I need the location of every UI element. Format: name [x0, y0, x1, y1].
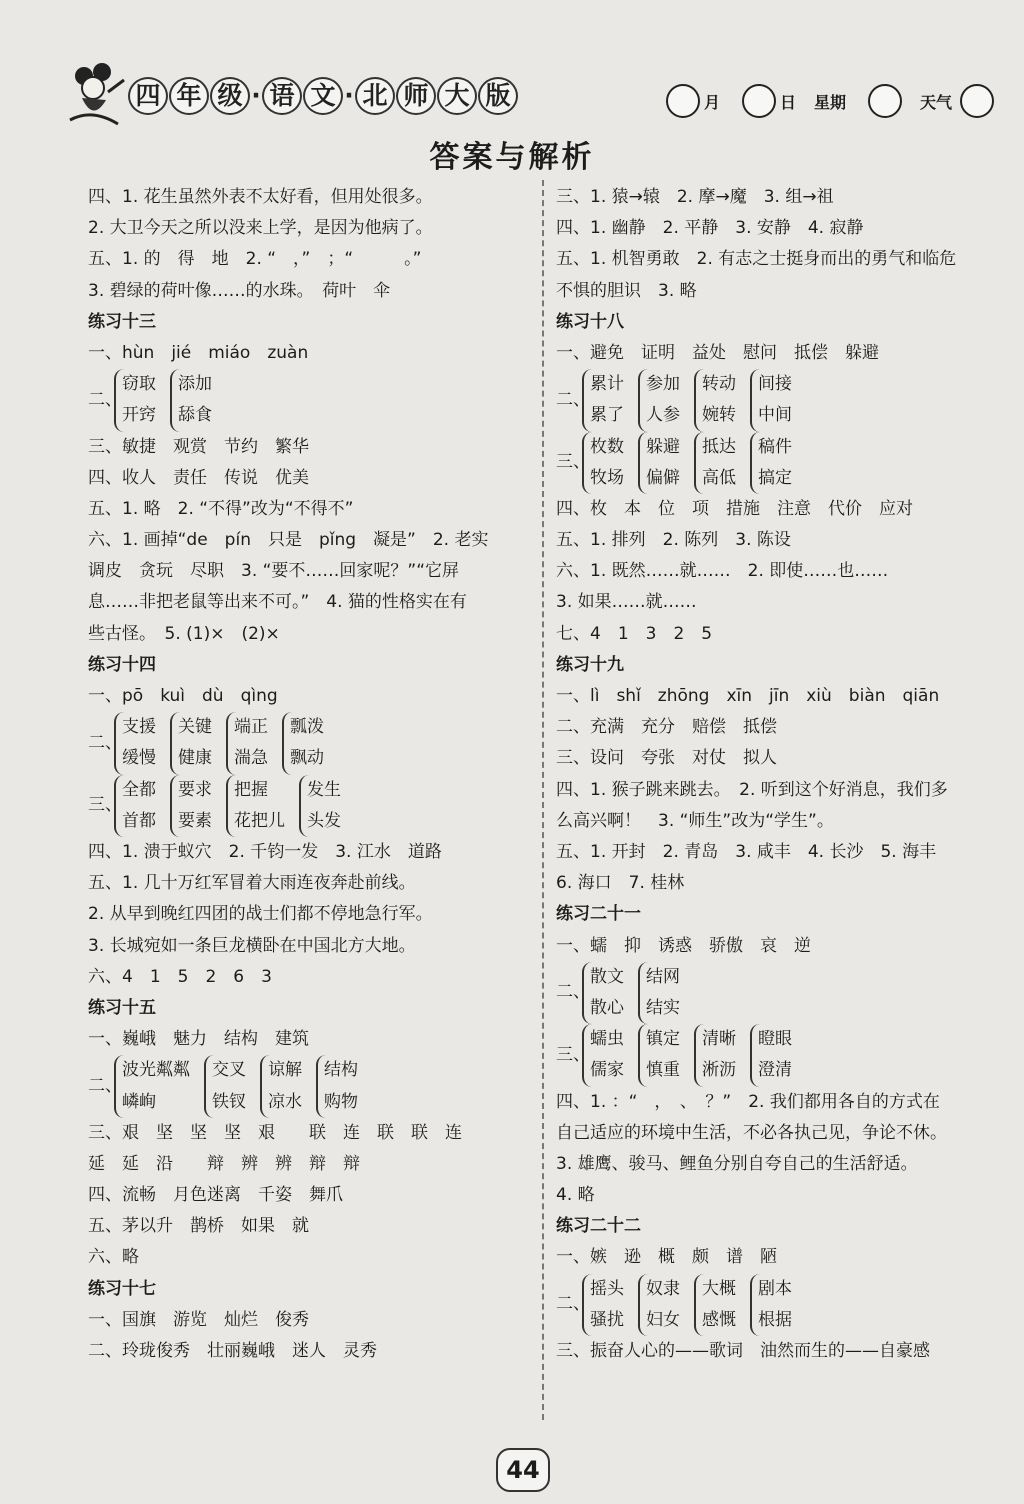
answer-line: 三、敏捷 观赏 节约 繁华	[88, 436, 309, 457]
pair-word: 婉转	[702, 405, 736, 426]
answer-line: 四、1. 花生虽然外表不太好看，但用处很多。	[88, 187, 433, 207]
pair-word: 累了	[590, 405, 624, 426]
word-pair	[282, 712, 324, 774]
pair-word: 嶙峋	[122, 1091, 156, 1112]
answer-line: 一、巍峨 魅力 结构 建筑	[88, 1029, 309, 1050]
pair-word: 躲避	[646, 436, 680, 457]
word-pair	[582, 369, 624, 431]
answer-line: 四、收人 责任 传说 优美	[88, 467, 309, 488]
answer-line: 四、1. ：“ ， 、 ？” 2. 我们都用各自的方式在	[556, 1091, 940, 1112]
answer-line: 4. 略	[556, 1185, 595, 1206]
month-circle[interactable]	[666, 84, 700, 118]
answer-line: 些古怪。 5. (1)× (2)×	[88, 623, 280, 644]
column-divider	[542, 180, 544, 1420]
answer-line: 四、1. 溃于蚁穴 2. 千钧一发 3. 江水 道路	[88, 841, 442, 862]
pair-word: 谅解	[268, 1060, 302, 1081]
word-pair	[316, 1055, 358, 1117]
word-pair	[170, 712, 212, 774]
pair-word: 累计	[590, 374, 624, 395]
month-label: 月	[704, 92, 721, 112]
pair-word: 舔食	[178, 405, 212, 426]
answer-group	[88, 775, 528, 837]
answer-line: 六、1. 画掉“de pín 只是 pǐng 凝是” 2. 老实	[88, 530, 489, 551]
pair-word: 头发	[307, 810, 341, 831]
word-pair	[750, 369, 792, 431]
pair-word: 镇定	[646, 1029, 680, 1050]
banner-char: 北	[355, 77, 395, 115]
answer-line: 一、避免 证明 益处 慰问 抵偿 躲避	[556, 342, 879, 363]
word-pair	[638, 432, 680, 494]
answer-line: 五、茅以升 鹊桥 如果 就	[88, 1216, 309, 1237]
answer-line: 么高兴啊！ 3. “师生”改为“学生”。	[556, 810, 834, 831]
pair-word: 中间	[758, 405, 792, 426]
banner-char: 级	[210, 77, 250, 115]
pair-word: 缓慢	[122, 748, 156, 769]
answer-group	[88, 712, 528, 774]
answer-line: 不惧的胆识 3. 略	[556, 280, 697, 301]
exercise-heading: 练习十四	[88, 654, 156, 675]
answer-group	[88, 369, 528, 431]
answer-line: 七、4 1 3 2 5	[556, 623, 713, 644]
word-pair	[260, 1055, 302, 1117]
pair-word: 摇头	[590, 1278, 624, 1299]
pair-word: 牧场	[590, 467, 624, 488]
answer-group	[556, 1274, 996, 1336]
exercise-heading: 练习二十一	[556, 904, 641, 925]
word-pair	[226, 712, 268, 774]
word-pair	[226, 775, 285, 837]
pair-word: 奴隶	[646, 1278, 680, 1299]
pair-word: 儒家	[590, 1060, 624, 1081]
pair-word: 购物	[324, 1091, 358, 1112]
answer-line: 五、1. 机智勇敢 2. 有志之士挺身而出的勇气和临危	[556, 249, 957, 270]
word-pair	[299, 775, 341, 837]
pair-word: 首都	[122, 810, 156, 831]
banner-char: 师	[396, 77, 436, 115]
word-pair	[204, 1055, 246, 1117]
answer-group	[556, 1024, 996, 1086]
pair-word: 淅沥	[702, 1060, 736, 1081]
pair-word: 窃取	[122, 374, 156, 395]
pair-word: 根据	[758, 1309, 792, 1330]
pair-word: 花把儿	[234, 810, 285, 831]
exercise-heading: 练习十五	[88, 997, 156, 1018]
date-weather-row	[662, 84, 998, 118]
pair-word: 参加	[646, 374, 680, 395]
group-prefix: 二、	[88, 732, 122, 753]
banner-char: ·	[344, 81, 354, 110]
pair-word: 清晰	[702, 1029, 736, 1050]
pair-word: 要素	[178, 810, 212, 831]
group-prefix: 三、	[88, 795, 122, 816]
exercise-heading: 练习十七	[88, 1278, 156, 1299]
answer-line: 一、lì shǐ zhōng xīn jīn xiù biàn qiān	[556, 686, 940, 707]
weekday-label: 星期	[814, 92, 847, 112]
answer-line: 一、嫉 逊 概 颇 谱 陋	[556, 1247, 777, 1268]
word-pair	[170, 775, 212, 837]
pair-word: 全都	[122, 779, 156, 800]
pair-word: 人参	[646, 405, 680, 426]
answer-line: 一、hùn jié miáo zuàn	[88, 342, 309, 363]
answer-group	[556, 432, 996, 494]
group-prefix: 二、	[88, 1075, 122, 1096]
answer-line: 2. 从早到晚红四团的战士们都不停地急行军。	[88, 904, 433, 925]
answer-group	[556, 962, 996, 1024]
pair-word: 大概	[702, 1278, 736, 1299]
answer-line: 二、充满 充分 赔偿 抵偿	[556, 717, 777, 738]
pair-word: 开窍	[122, 405, 156, 426]
word-pair	[750, 432, 792, 494]
banner-char: 文	[303, 77, 343, 115]
banner-char: 四	[128, 77, 168, 115]
answer-line: 一、国旗 游览 灿烂 俊秀	[88, 1309, 309, 1330]
answer-line: 息……非把老鼠等出来不可。” 4. 猫的性格实在有	[88, 592, 467, 613]
exercise-heading: 练习二十二	[556, 1216, 641, 1237]
pair-word: 端正	[234, 717, 268, 738]
answer-group	[556, 369, 996, 431]
series-header	[62, 62, 542, 132]
word-pair	[170, 369, 212, 431]
answer-line: 自己适应的环境中生活，不必各执己见，争论不休。	[556, 1122, 947, 1143]
answer-line: 调皮 贪玩 尽职 3. “要不……回家呢？”“它屏	[88, 561, 460, 582]
answer-line: 6. 海口 7. 桂林	[556, 873, 685, 894]
pair-word: 散心	[590, 997, 624, 1018]
answer-group	[88, 1055, 528, 1117]
pair-word: 结网	[646, 966, 680, 987]
pair-word: 感慨	[702, 1309, 736, 1330]
word-pair	[638, 1024, 680, 1086]
pair-word: 结实	[646, 997, 680, 1018]
pair-word: 偏僻	[646, 467, 680, 488]
word-pair	[638, 962, 680, 1024]
word-pair	[582, 1024, 624, 1086]
answer-line: 2. 大卫今天之所以没来上学，是因为他病了。	[88, 218, 433, 239]
mascot-icon	[62, 62, 132, 132]
pair-word: 交叉	[212, 1060, 246, 1081]
pair-word: 转动	[702, 374, 736, 395]
group-prefix: 二、	[88, 389, 122, 410]
pair-word: 凉水	[268, 1091, 302, 1112]
answer-line: 四、枚 本 位 项 措施 注意 代价 应对	[556, 498, 913, 519]
exercise-heading: 练习十九	[556, 654, 624, 675]
group-prefix: 二、	[556, 1294, 590, 1315]
pair-word: 湍急	[234, 748, 268, 769]
banner-char: 版	[478, 77, 518, 115]
banner-char: 大	[437, 77, 477, 115]
weather-label: 天气	[920, 92, 953, 112]
answer-line: 六、略	[88, 1247, 139, 1268]
pair-word: 添加	[178, 374, 212, 395]
pair-word: 把握	[234, 779, 268, 800]
pair-word: 澄清	[758, 1060, 792, 1081]
banner-char: 年	[169, 77, 209, 115]
word-pair	[694, 1024, 736, 1086]
word-pair	[694, 369, 736, 431]
answer-line: 3. 长城宛如一条巨龙横卧在中国北方大地。	[88, 935, 416, 956]
pair-word: 妇女	[646, 1309, 680, 1330]
pair-word: 剧本	[758, 1278, 792, 1299]
page-title: 答案与解析	[429, 140, 595, 175]
answers-right-column	[556, 182, 996, 1367]
answers-left-column	[88, 182, 528, 1367]
word-pair	[694, 432, 736, 494]
banner-char: ·	[251, 81, 261, 110]
answer-line: 四、1. 幽静 2. 平静 3. 安静 4. 寂静	[556, 218, 864, 239]
weekday-circle[interactable]	[868, 84, 902, 118]
word-pair	[114, 1055, 190, 1117]
word-pair	[750, 1024, 792, 1086]
weather-circle[interactable]	[960, 84, 994, 118]
pair-word: 瞪眼	[758, 1029, 792, 1050]
answer-line: 一、蠕 抑 诱惑 骄傲 哀 逆	[556, 935, 811, 956]
answer-line: 五、1. 略 2. “不得”改为“不得不”	[88, 498, 354, 519]
group-prefix: 二、	[556, 389, 590, 410]
pair-word: 健康	[178, 748, 212, 769]
answer-line: 一、pō kuì dù qìng	[88, 686, 278, 707]
pair-word: 支援	[122, 717, 156, 738]
word-pair	[114, 712, 156, 774]
page-number: 44	[496, 1448, 550, 1492]
pair-word: 抵达	[702, 436, 736, 457]
pair-word: 枚数	[590, 436, 624, 457]
answer-line: 四、流畅 月色迷离 千姿 舞爪	[88, 1185, 343, 1206]
answer-line: 五、1. 排列 2. 陈列 3. 陈设	[556, 530, 791, 551]
answer-line: 五、1. 几十万红军冒着大雨连夜奔赴前线。	[88, 873, 416, 894]
day-circle[interactable]	[742, 84, 776, 118]
pair-word: 搞定	[758, 467, 792, 488]
day-label: 日	[780, 92, 797, 112]
word-pair	[694, 1274, 736, 1336]
word-pair	[114, 369, 156, 431]
pair-word: 散文	[590, 966, 624, 987]
pair-word: 蠕虫	[590, 1029, 624, 1050]
pair-word: 稿件	[758, 436, 792, 457]
word-pair	[638, 369, 680, 431]
pair-word: 关键	[178, 717, 212, 738]
word-pair	[638, 1274, 680, 1336]
pair-word: 高低	[702, 467, 736, 488]
answer-line: 3. 如果……就……	[556, 592, 697, 613]
pair-word: 铁钗	[212, 1091, 246, 1112]
pair-word: 飘动	[290, 748, 324, 769]
exercise-heading: 练习十八	[556, 311, 624, 332]
group-prefix: 三、	[556, 1044, 590, 1065]
word-pair	[582, 432, 624, 494]
pair-word: 间接	[758, 374, 792, 395]
pair-word: 骚扰	[590, 1309, 624, 1330]
pair-word: 要求	[178, 779, 212, 800]
pair-word: 结构	[324, 1060, 358, 1081]
answer-line: 六、4 1 5 2 6 3	[88, 966, 272, 987]
pair-word: 瓢泼	[290, 717, 324, 738]
answer-line: 3. 雄鹰、骏马、鲤鱼分别自夸自己的生活舒适。	[556, 1153, 918, 1174]
answer-line: 三、1. 猿→辕 2. 摩→魔 3. 组→祖	[556, 187, 834, 207]
pair-word: 慎重	[646, 1060, 680, 1081]
answer-line: 六、1. 既然……就…… 2. 即使……也……	[556, 561, 889, 582]
series-banner	[128, 76, 519, 116]
banner-char: 语	[262, 77, 302, 115]
answer-line: 五、1. 的 得 地 2. “ ，” ；“ 。”	[88, 249, 422, 270]
answer-line: 五、1. 开封 2. 青岛 3. 咸丰 4. 长沙 5. 海丰	[556, 841, 937, 862]
exercise-heading: 练习十三	[88, 311, 156, 332]
answer-line: 三、振奋人心的——歌词 油然而生的——自豪感	[556, 1341, 930, 1362]
group-prefix: 三、	[556, 452, 590, 473]
answer-line: 延 延 沿 辩 辨 辨 辩 辩	[88, 1153, 360, 1174]
word-pair	[582, 1274, 624, 1336]
word-pair	[582, 962, 624, 1024]
answer-line: 三、设问 夸张 对仗 拟人	[556, 748, 777, 769]
pair-word: 波光粼粼	[122, 1060, 190, 1081]
word-pair	[114, 775, 156, 837]
answer-line: 四、1. 猴子跳来跳去。 2. 听到这个好消息，我们多	[556, 779, 948, 800]
answer-line: 三、艰 坚 坚 坚 艰 联 连 联 联 连	[88, 1122, 462, 1143]
group-prefix: 二、	[556, 982, 590, 1003]
word-pair	[750, 1274, 792, 1336]
answer-line: 二、玲珑俊秀 壮丽巍峨 迷人 灵秀	[88, 1341, 377, 1361]
answer-line: 3. 碧绿的荷叶像……的水珠。 荷叶 伞	[88, 280, 391, 301]
pair-word: 发生	[307, 779, 341, 800]
